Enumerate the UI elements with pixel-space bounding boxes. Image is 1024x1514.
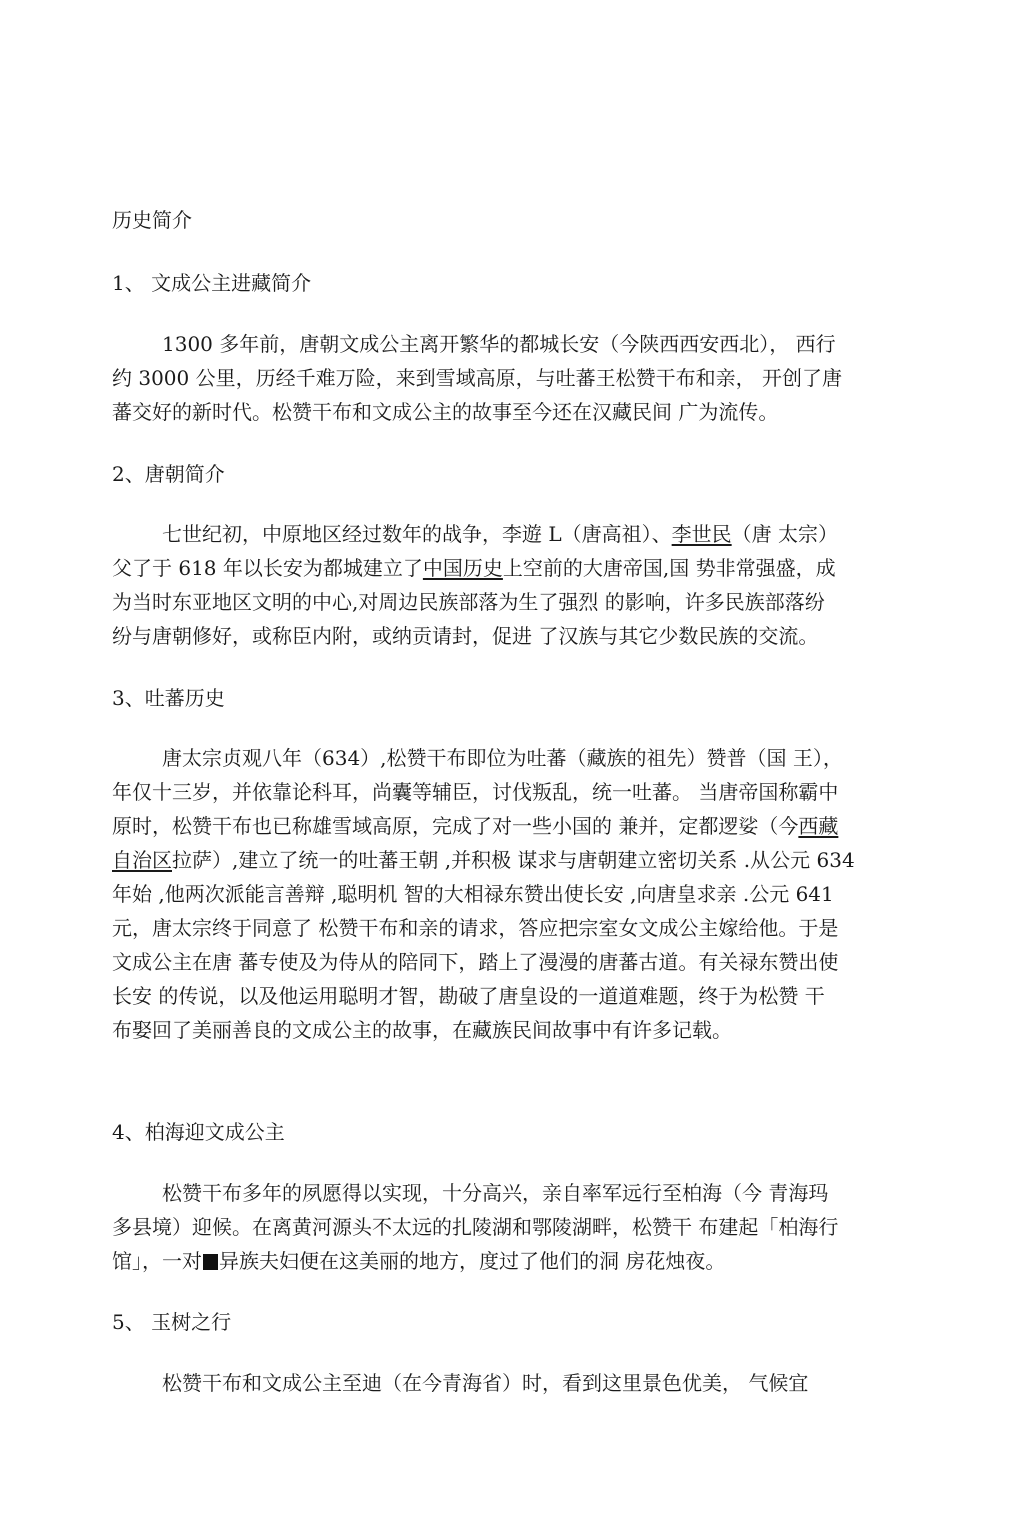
- link-tibet[interactable]: 西藏: [798, 814, 839, 838]
- paragraph-line: 多县境）迎候。在离黄河源头不太远的扎陵湖和鄂陵湖畔，松赞干 布建起「柏海行: [112, 1215, 839, 1239]
- paragraph-line: 1300 多年前，唐朝文成公主离开繁华的都城长安（今陕西西安西北）， 西行: [162, 332, 836, 356]
- paragraph-line: [112, 1244, 725, 1278]
- link-chinese-history[interactable]: 中国历史: [422, 556, 503, 580]
- redaction-box: [203, 1254, 218, 1270]
- section-heading-5: 5、 玉树之行: [112, 1310, 232, 1334]
- paragraph-line: 为当时东亚地区文明的中心,对周边民族部落为生了强烈 的影响，许多民族部落纷: [112, 590, 825, 614]
- text-run: （唐 太宗）: [731, 522, 838, 546]
- link-li-shimin[interactable]: 李世民: [671, 522, 732, 546]
- paragraph-line: 年始 ,他两次派能言善辩 ,聪明机 智的大相禄东赞出使长安 ,向唐皇求亲 .公元 641: [112, 882, 834, 906]
- section-heading-2: 2、唐朝简介: [112, 462, 225, 486]
- text-run: 七世纪初，中原地区经过数年的战争，李遊 L（唐高祖）、: [162, 522, 672, 546]
- section-heading-1: 1、 文成公主进藏简介: [112, 271, 312, 295]
- paragraph-line: 松赞干布和文成公主至迪（在今青海省）时，看到这里景色优美， 气候宜: [162, 1371, 809, 1395]
- paragraph-line: 唐太宗贞观八年（634）,松赞干布即位为吐蕃（藏族的祖先）赞普（国 王），: [162, 746, 843, 770]
- text-run: 异族夫妇便在这美丽的地方，度过了他们的洞 房花烛夜。: [219, 1249, 726, 1273]
- paragraph-line: 纷与唐朝修好，或称臣内附，或纳贡请封，促进 了汉族与其它少数民族的交流。: [112, 624, 819, 648]
- text-run: 父了于 618 年以长安为都城建立了: [112, 556, 423, 580]
- paragraph-line: 布娶回了美丽善良的文成公主的故事，在藏族民间故事中有许多记载。: [112, 1018, 732, 1042]
- paragraph-line: 约 3000 公里，历经千难万险，来到雪域高原，与吐蕃王松赞干布和亲， 开创了唐: [112, 366, 842, 390]
- paragraph-line: 蕃交好的新时代。松赞干布和文成公主的故事至今还在汉藏民间 广为流传。: [112, 400, 779, 424]
- page-title: 历史简介: [112, 208, 192, 232]
- paragraph-line: [162, 517, 838, 551]
- link-autonomous-region[interactable]: 自治区: [112, 848, 172, 872]
- text-run: 原时，松赞干布也已称雄雪域高原，完成了对一些小国的 兼并，定都逻娑（今: [112, 814, 799, 838]
- paragraph-line: 年仅十三岁，并依靠论科耳，尚囊等辅臣，讨伐叛乱，统一吐蕃。 当唐帝国称霸中: [112, 780, 839, 804]
- paragraph-line: 文成公主在唐 蕃专使及为侍从的陪同下，踏上了漫漫的唐蕃古道。有关禄东赞出使: [112, 950, 839, 974]
- paragraph-line: 松赞干布多年的夙愿得以实现，十分高兴，亲自率军远行至柏海（今 青海玛: [162, 1181, 829, 1205]
- text-run: 馆」，一对: [112, 1249, 202, 1273]
- paragraph-line: [112, 809, 838, 843]
- paragraph-line: [112, 843, 855, 877]
- section-heading-3: 3、吐蕃历史: [112, 686, 225, 710]
- paragraph-line: [112, 551, 836, 585]
- text-run: 拉萨）,建立了统一的吐蕃王朝 ,并积极 谋求与唐朝建立密切关系 .从公元 634: [172, 848, 855, 872]
- section-heading-4: 4、柏海迎文成公主: [112, 1120, 285, 1144]
- text-run: 上空前的大唐帝国,国 势非常强盛，成: [502, 556, 836, 580]
- paragraph-line: 元，唐太宗终于同意了 松赞干布和亲的请求，答应把宗室女文成公主嫁给他。于是: [112, 916, 839, 940]
- paragraph-line: 长安 的传说，以及他运用聪明才智，勘破了唐皇设的一道道难题，终于为松赞 干: [112, 984, 825, 1008]
